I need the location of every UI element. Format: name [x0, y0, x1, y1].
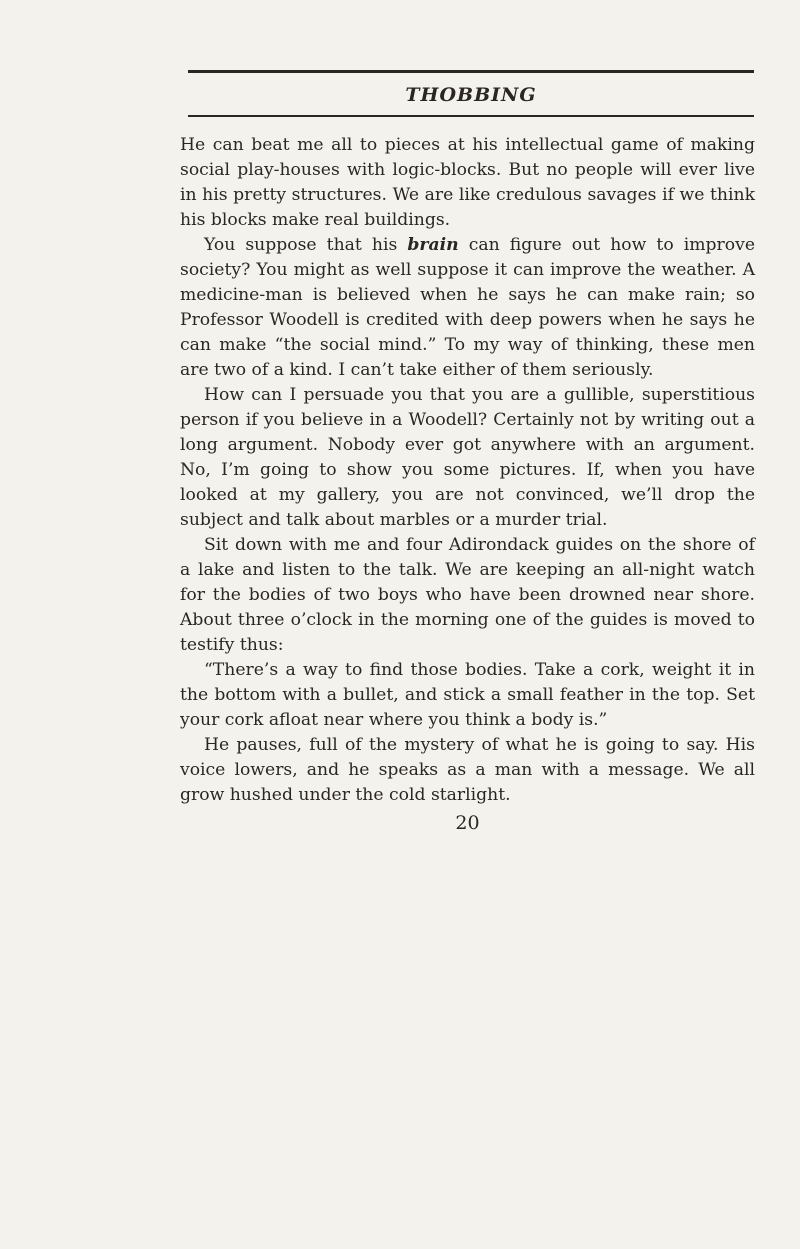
- emphasis-word: brain: [407, 235, 459, 255]
- running-head: THOBBING: [405, 84, 537, 106]
- paragraph-2: You suppose that his brain can figure out how to improve society? You might as well suppose it can improve the weather. A medicine-man is believed when he says he can make rain; so Professor Woodell is credited with deep powers when he says he can make “the social mind.” To my way of thinking, these men are two of a kind. I can’t take either of them seriously.: [180, 235, 755, 380]
- paragraph-6: He pauses, full of the mystery of what he is going to say. His voice lowers, and he speaks as a man with a message. We all grow hushed under the cold starlight.: [180, 735, 755, 805]
- paragraph-1: He can beat me all to pieces at his intellectual game of making social play-houses with logic-blocks. But no people will ever live in his pretty structures. We are like credulous savages if we think his blocks make real buildings.: [180, 135, 755, 230]
- paragraph-3: How can I persuade you that you are a gullible, superstitious person if you believe in a Woodell? Certainly not by writing out a long argument. Nobody ever got anywhere with an argument. No, I’m going to show you some pictures. If, when you have looked at my gallery, you are not convinced, we’ll drop the subject and talk about marbles or a murder trial.: [180, 385, 755, 530]
- body-text: [180, 133, 755, 808]
- page-number: 20: [455, 812, 480, 834]
- header-rule-bottom: [188, 115, 754, 117]
- paragraph-4: Sit down with me and four Adirondack guides on the shore of a lake and listen to the talk. We are keeping an all-night watch for the bodies of two boys who have been drowned near shore. About three o’clock in the morning one of the guides is moved to testify thus:: [180, 535, 755, 655]
- header-rule-top: [188, 70, 754, 73]
- book-page: [180, 70, 755, 834]
- paragraph-5: “There’s a way to find those bodies. Take a cork, weight it in the bottom with a bullet, and stick a small feather in the top. Set your cork afloat near where you think a body is.”: [180, 660, 755, 730]
